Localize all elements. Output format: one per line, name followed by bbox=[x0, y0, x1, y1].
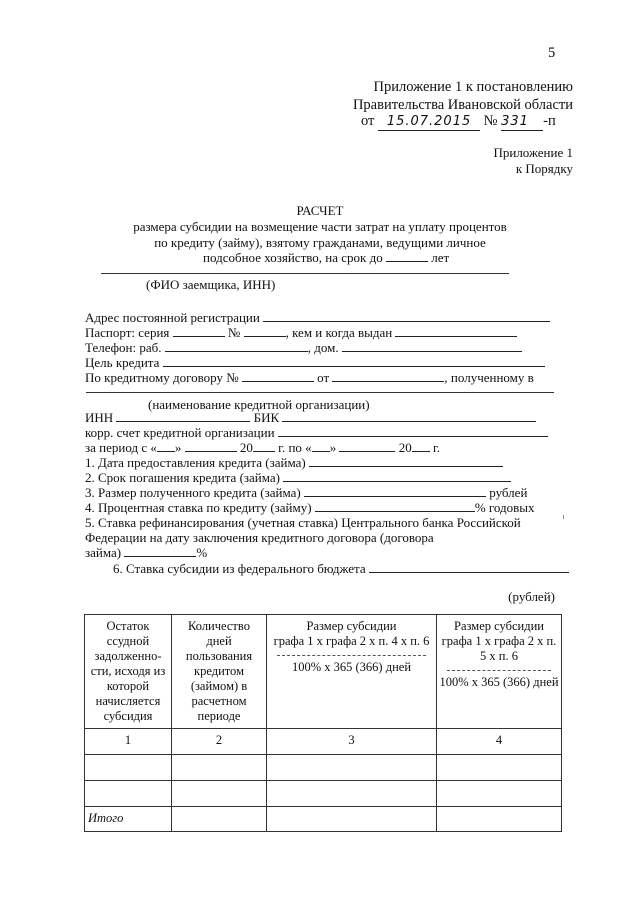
borrower-line[interactable] bbox=[101, 273, 509, 274]
number-prefix: № bbox=[483, 113, 498, 129]
table-row bbox=[85, 755, 562, 781]
purpose-field[interactable] bbox=[163, 355, 545, 367]
item-5-field[interactable] bbox=[124, 545, 196, 557]
header-line-1: Приложение 1 к постановлению bbox=[373, 79, 573, 95]
period-to-day[interactable] bbox=[312, 440, 330, 452]
bank-caption: (наименование кредитной организации) bbox=[148, 397, 370, 412]
header-text: 5 x п. 6 bbox=[480, 649, 518, 663]
fraction-line bbox=[277, 655, 426, 656]
bik-field[interactable] bbox=[282, 410, 536, 422]
column-number: 1 bbox=[85, 729, 172, 755]
header-text: сти, исходя из bbox=[90, 664, 166, 678]
header-text: начисляется bbox=[95, 694, 161, 708]
subsidy-table bbox=[84, 614, 562, 832]
header-text: Остаток bbox=[106, 619, 150, 633]
contract-row bbox=[85, 370, 534, 385]
passport-row bbox=[85, 325, 517, 340]
contract-no-label: По кредитному договору № bbox=[85, 370, 239, 385]
scan-speck bbox=[563, 515, 564, 519]
header-text: расчетном bbox=[191, 694, 247, 708]
inn-field[interactable] bbox=[116, 410, 250, 422]
table-cell[interactable] bbox=[267, 755, 437, 781]
passport-series-field[interactable] bbox=[173, 325, 225, 337]
period-from-year[interactable] bbox=[253, 440, 275, 452]
item-4-unit: % годовых bbox=[474, 500, 535, 515]
table-row bbox=[85, 781, 562, 807]
table-cell[interactable] bbox=[267, 781, 437, 807]
table-cell[interactable] bbox=[85, 755, 172, 781]
year-suffix: г. bbox=[432, 440, 441, 455]
total-cell[interactable] bbox=[172, 807, 267, 832]
passport-series-label: Паспорт: серия bbox=[85, 325, 170, 340]
header-text: Размер субсидии bbox=[454, 619, 544, 633]
header-text: задолженно- bbox=[94, 649, 162, 663]
item-4 bbox=[85, 500, 535, 515]
item-6-field[interactable] bbox=[369, 561, 569, 573]
phone-home-field[interactable] bbox=[342, 340, 522, 352]
item-5-line-3 bbox=[85, 545, 207, 560]
purpose-label: Цель кредита bbox=[85, 355, 160, 370]
item-5-line-2: Федерации на дату заключения кредитного договора (договора bbox=[85, 530, 434, 545]
column-number-row bbox=[85, 729, 562, 755]
period-to-label: г. по « bbox=[278, 440, 312, 455]
header-text: 100% x 365 (366) дней bbox=[291, 660, 412, 674]
item-5-line-1: 5. Ставка рефинансирования (учетная ставка) Центрального банка Российской bbox=[85, 515, 521, 530]
period-from-day[interactable] bbox=[157, 440, 175, 452]
total-cell[interactable] bbox=[437, 807, 562, 832]
item-3-field[interactable] bbox=[304, 485, 486, 497]
inn-bik-row bbox=[85, 410, 536, 425]
item-2 bbox=[85, 470, 511, 485]
phone-row bbox=[85, 340, 522, 355]
contract-no-field[interactable] bbox=[242, 370, 314, 382]
contract-received-label: , полученному в bbox=[444, 370, 534, 385]
header-text: субсидия bbox=[103, 709, 153, 723]
period-to-year[interactable] bbox=[412, 440, 430, 452]
header-text: Размер субсидии bbox=[306, 619, 397, 633]
table-cell[interactable] bbox=[437, 781, 562, 807]
item-4-field[interactable] bbox=[315, 500, 475, 512]
table-cell[interactable] bbox=[437, 755, 562, 781]
bank-name-line[interactable] bbox=[86, 392, 554, 393]
title-line-1: размера субсидии на возмещение части затрат на уплату процентов bbox=[133, 219, 507, 234]
header-text: кредитом bbox=[194, 664, 244, 678]
header-text: графа 1 x графа 2 x п. 4 x п. 6 bbox=[273, 634, 430, 648]
phone-home-label: , дом. bbox=[307, 340, 339, 355]
header-text: которой bbox=[106, 679, 150, 693]
contract-from-label: от bbox=[317, 370, 330, 385]
quote-close: » bbox=[174, 440, 182, 455]
title-line-2: по кредиту (займу), взятому гражданами, ведущими личное bbox=[154, 235, 486, 250]
address-row bbox=[85, 310, 550, 325]
header-col-3 bbox=[267, 615, 437, 729]
term-unit: лет bbox=[431, 250, 450, 265]
header-col-4 bbox=[437, 615, 562, 729]
inn-label: ИНН bbox=[85, 410, 114, 425]
term-label: подсобное хозяйство, на срок до bbox=[203, 250, 383, 265]
contract-date-field[interactable] bbox=[332, 370, 444, 382]
total-row bbox=[85, 807, 562, 832]
fraction-line bbox=[447, 670, 551, 671]
header-text: пользования bbox=[185, 649, 253, 663]
table-cell[interactable] bbox=[172, 781, 267, 807]
item-2-field[interactable] bbox=[283, 470, 511, 482]
total-cell[interactable] bbox=[267, 807, 437, 832]
item-6 bbox=[113, 561, 569, 576]
passport-no-label: № bbox=[227, 325, 241, 340]
corr-account-field[interactable] bbox=[278, 425, 548, 437]
header-text: периоде bbox=[197, 709, 241, 723]
address-label: Адрес постоянной регистрации bbox=[85, 310, 260, 325]
period-from-label: за период с « bbox=[85, 440, 157, 455]
column-number: 4 bbox=[437, 729, 562, 755]
number-suffix: -п bbox=[543, 113, 556, 129]
quote-close: » bbox=[329, 440, 337, 455]
item-5-unit: % bbox=[196, 545, 208, 560]
header-text: графа 1 x графа 2 x п. bbox=[441, 634, 557, 648]
page-number: 5 bbox=[548, 45, 556, 61]
corr-account-row bbox=[85, 425, 548, 440]
period-to-month[interactable] bbox=[339, 440, 395, 452]
passport-no-field[interactable] bbox=[244, 325, 286, 337]
item-1-label: 1. Дата предоставления кредита (займа) bbox=[85, 455, 306, 470]
purpose-row bbox=[85, 355, 545, 370]
year-prefix: 20 bbox=[239, 440, 253, 455]
table-cell[interactable] bbox=[172, 755, 267, 781]
item-3 bbox=[85, 485, 527, 500]
document-title: РАСЧЕТ bbox=[296, 203, 344, 218]
bik-label: БИК bbox=[253, 410, 280, 425]
header-line-2: Правительства Ивановской области bbox=[352, 97, 573, 113]
units-label: (рублей) bbox=[508, 589, 555, 604]
date-value: 15.07.2015 bbox=[378, 113, 480, 131]
item-2-label: 2. Срок погашения кредита (займа) bbox=[85, 470, 280, 485]
header-text: ссудной bbox=[106, 634, 150, 648]
header-text: (займом) в bbox=[190, 679, 248, 693]
header-text: Количество bbox=[188, 619, 250, 633]
header-col-2 bbox=[172, 615, 267, 729]
title-line-3 bbox=[203, 250, 449, 265]
subheader-line-2: к Порядку bbox=[515, 161, 573, 176]
passport-issued-label: , кем и когда выдан bbox=[285, 325, 393, 340]
header-col-1 bbox=[85, 615, 172, 729]
period-from-month[interactable] bbox=[185, 440, 237, 452]
header-text: дней bbox=[206, 634, 232, 648]
term-field[interactable] bbox=[386, 250, 428, 262]
item-6-label: 6. Ставка субсидии из федерального бюджета bbox=[113, 561, 366, 576]
phone-work-field[interactable] bbox=[165, 340, 308, 352]
address-field[interactable] bbox=[263, 310, 550, 322]
table-cell[interactable] bbox=[85, 781, 172, 807]
passport-issued-field[interactable] bbox=[395, 325, 517, 337]
year-prefix: 20 bbox=[398, 440, 412, 455]
column-number: 2 bbox=[172, 729, 267, 755]
table-header-row bbox=[85, 615, 562, 729]
subheader-line-1: Приложение 1 bbox=[493, 145, 573, 160]
period-row bbox=[85, 440, 440, 455]
number-value: 331 bbox=[501, 113, 543, 131]
item-3-unit: рублей bbox=[489, 485, 528, 500]
phone-work-label: Телефон: раб. bbox=[85, 340, 162, 355]
item-3-label: 3. Размер полученного кредита (займа) bbox=[85, 485, 301, 500]
header-date-number bbox=[361, 113, 556, 131]
item-5-label: займа) bbox=[85, 545, 122, 560]
header-text: 100% x 365 (366) дней bbox=[439, 675, 559, 689]
item-1-field[interactable] bbox=[309, 455, 503, 467]
item-1 bbox=[85, 455, 503, 470]
item-4-label: 4. Процентная ставка по кредиту (займу) bbox=[85, 500, 312, 515]
total-label: Итого bbox=[85, 807, 172, 832]
date-prefix: от bbox=[361, 113, 375, 129]
column-number: 3 bbox=[267, 729, 437, 755]
borrower-caption: (ФИО заемщика, ИНН) bbox=[146, 277, 276, 292]
corr-account-label: корр. счет кредитной организации bbox=[85, 425, 275, 440]
